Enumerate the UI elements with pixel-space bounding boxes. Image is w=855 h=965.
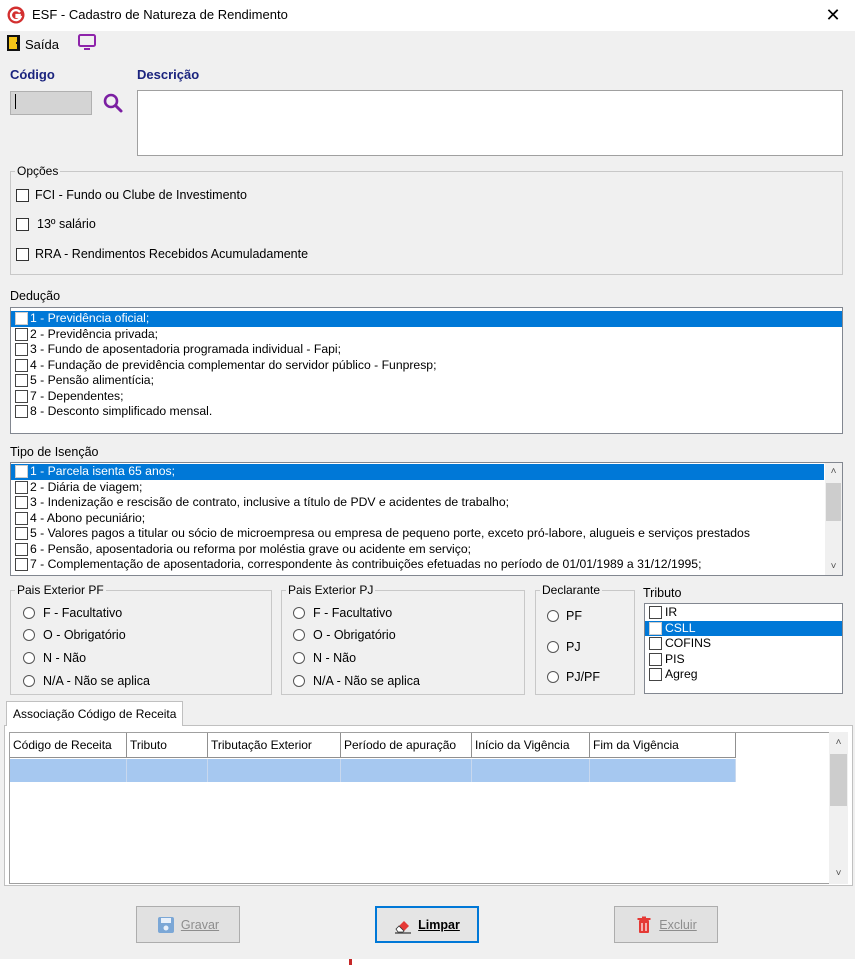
limpar-button[interactable] [375,906,479,943]
tributo-item[interactable]: Agreg [645,667,842,683]
codigo-input[interactable] [10,91,92,115]
grid-scroll-thumb[interactable] [830,754,847,806]
pais-pf-radio-n[interactable] [23,652,35,664]
grid-cell[interactable] [341,759,472,782]
pais-pf-radio-na[interactable] [23,675,35,687]
grid-header-inicio-vigencia[interactable]: Início da Vigência [472,733,590,758]
exit-door-icon[interactable] [7,35,20,51]
grid-scrollbar[interactable] [829,732,848,884]
tributo-title: Tributo [643,586,682,600]
pais-pf-label-n: N - Não [43,651,87,665]
app-logo-icon [7,6,25,24]
limpar-label: Limpar [418,917,460,932]
receita-grid[interactable] [9,732,836,884]
pais-pj-radio-na[interactable] [293,675,305,687]
pais-pj-label-f: F - Facultativo [313,606,393,620]
deducao-title: Dedução [10,289,61,303]
pais-pj-radio-o[interactable] [293,629,305,641]
isencao-item[interactable]: 1 - Parcela isenta 65 anos; [11,464,824,480]
grid-cell[interactable] [472,759,590,782]
monitor-icon[interactable] [77,33,97,51]
excluir-button[interactable] [614,906,718,943]
declarante-label-pj: PJ [566,640,581,654]
background-mark [349,959,352,965]
declarante-radio-pjpf[interactable] [547,671,559,683]
search-icon[interactable] [102,92,124,114]
isencao-item[interactable]: 4 - Abono pecuniário; [11,511,824,527]
isencao-item[interactable]: 7 - Complementação de aposentadoria, correspondente às contribuições efetuadas no período de 01/01/1989 a 31/12/1995; [11,557,824,573]
scroll-thumb[interactable] [826,483,841,521]
pais-pj-label-n: N - Não [313,651,357,665]
tributo-item[interactable]: COFINS [645,636,842,652]
grid-header-tributacao-exterior[interactable]: Tributação Exterior [208,733,341,758]
grid-header-tributo[interactable]: Tributo [127,733,208,758]
declarante-label-pf: PF [566,609,582,623]
exit-label[interactable]: Saída [25,37,59,52]
rra-checkbox[interactable] [16,248,29,261]
tab-associacao-codigo-receita[interactable]: Associação Código de Receita [6,701,183,726]
tributo-item[interactable]: CSLL [645,621,842,637]
opcoes-title: Opções [17,164,59,178]
grid-scroll-up-icon[interactable]: ˄ [835,737,842,748]
bottom-strip [0,959,855,965]
deducao-list[interactable] [10,307,843,434]
grid-header-codigo-receita[interactable]: Código de Receita [10,733,127,758]
close-button[interactable]: ✕ [825,5,841,25]
tributo-list[interactable] [644,603,843,694]
grid-cell[interactable] [10,759,127,782]
grid-cell[interactable] [127,759,208,782]
grid-header-periodo-apuracao[interactable]: Período de apuração [341,733,472,758]
excluir-label: Excluir [659,917,697,932]
deducao-item[interactable]: 3 - Fundo de aposentadoria programada individual - Fapi; [11,342,842,358]
tributo-item[interactable]: PIS [645,652,842,668]
pais-pf-radio-f[interactable] [23,607,35,619]
deducao-item[interactable]: 1 - Previdência oficial; [11,311,842,327]
eraser-icon [394,916,412,934]
gravar-button[interactable] [136,906,240,943]
pais-pj-label-o: O - Obrigatório [313,628,396,642]
declarante-label-pjpf: PJ/PF [566,670,601,684]
pais-pj-radio-n[interactable] [293,652,305,664]
isencao-item[interactable]: 5 - Valores pagos a titular ou sócio de microempresa ou empresa de pequeno porte, exceto pró-labore, alugueis e serviços prestados [11,526,824,542]
isencao-scrollbar[interactable] [825,463,842,575]
deducao-item[interactable]: 5 - Pensão alimentícia; [11,373,842,389]
pais-pj-label-na: N/A - Não se aplica [313,674,420,688]
grid-scroll-down-icon[interactable]: ˅ [835,868,842,879]
pais-pf-label-na: N/A - Não se aplica [43,674,150,688]
gravar-label: Gravar [180,917,220,932]
declarante-title: Declarante [542,583,601,597]
isencao-item[interactable]: 2 - Diária de viagem; [11,480,824,496]
pais-pf-label-o: O - Obrigatório [43,628,126,642]
trash-icon [635,916,653,934]
fci-checkbox[interactable] [16,189,29,202]
pais-pj-title: Pais Exterior PJ [288,583,374,597]
grid-cell[interactable] [590,759,736,782]
grid-cell[interactable] [208,759,341,782]
pais-pf-label-f: F - Facultativo [43,606,123,620]
scroll-up-arrow-icon[interactable]: ˄ [830,466,837,477]
deducao-item[interactable]: 4 - Fundação de previdência complementar do servidor público - Funpresp; [11,358,842,374]
decimo-terceiro-label: 13º salário [37,217,96,231]
isencao-item[interactable]: 6 - Pensão, aposentadoria ou reforma por moléstia grave ou acidente em serviço; [11,542,824,558]
descricao-label: Descrição [137,67,200,82]
pais-pj-radio-f[interactable] [293,607,305,619]
window-title: ESF - Cadastro de Natureza de Rendimento [32,7,288,22]
grid-header-fim-vigencia[interactable]: Fim da Vigência [590,733,736,758]
isencao-item[interactable]: 3 - Indenização e rescisão de contrato, inclusive a título de PDV e acidentes de trabalho; [11,495,824,511]
codigo-label: Código [10,67,55,82]
isencao-list[interactable] [10,462,843,576]
tributo-item[interactable]: IR [645,605,842,621]
declarante-radio-pj[interactable] [547,641,559,653]
declarante-radio-pf[interactable] [547,610,559,622]
pais-pf-title: Pais Exterior PF [17,583,104,597]
save-disk-icon [157,916,175,934]
rra-label: RRA - Rendimentos Recebidos Acumuladamente [35,247,309,261]
deducao-item[interactable]: 7 - Dependentes; [11,389,842,405]
descricao-input[interactable] [137,90,843,156]
pais-pf-radio-o[interactable] [23,629,35,641]
deducao-item[interactable]: 8 - Desconto simplificado mensal. [11,404,842,420]
deducao-item[interactable]: 2 - Previdência privada; [11,327,842,343]
scroll-down-arrow-icon[interactable]: ˅ [830,561,837,572]
isencao-title: Tipo de Isenção [10,445,99,459]
decimo-terceiro-checkbox[interactable] [16,218,29,231]
fci-label: FCI - Fundo ou Clube de Investimento [35,188,247,202]
